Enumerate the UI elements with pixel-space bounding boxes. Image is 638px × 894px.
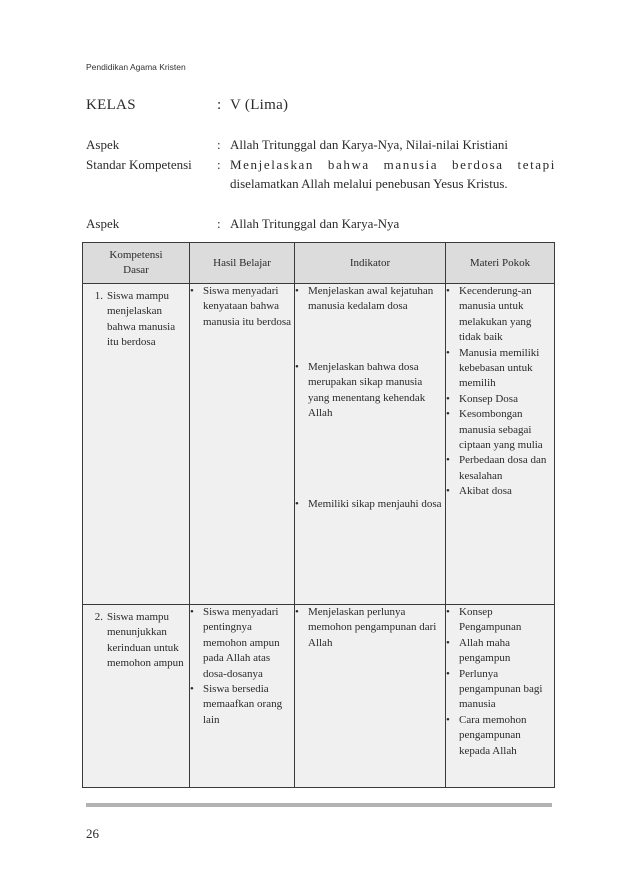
aspek-colon-1: :: [217, 137, 221, 152]
kompetensi-cell: [83, 605, 190, 788]
hasil-cell: [190, 605, 295, 788]
list-item: • Siswa bersedia memaafkan orang lain: [190, 682, 294, 728]
page-number: 26: [86, 826, 99, 841]
list-item: • Kecenderung-an manusia untuk melakukan yang tidak baik: [446, 284, 554, 346]
curriculum-table: [82, 242, 555, 788]
list-item: • Kesombongan manusia sebagai ciptaan yang mulia: [446, 407, 554, 453]
list-item: • Akibat dosa: [446, 484, 554, 499]
list-item: • Konsep Pengampunan: [446, 605, 554, 636]
standar-value: [230, 155, 556, 193]
materi-cell: [446, 605, 555, 788]
bullet-icon: •: [446, 408, 450, 421]
row-number: 1.: [94, 290, 103, 302]
bullet-icon: •: [446, 454, 450, 467]
kelas-label: KELAS: [86, 97, 136, 113]
list-item: • Perbedaan dosa dan kesalahan: [446, 453, 554, 484]
bullet-icon: •: [446, 606, 450, 618]
bullet-icon: •: [190, 683, 194, 696]
bullet-icon: •: [446, 667, 450, 680]
bullet-icon: •: [446, 636, 450, 649]
standar-value-line2: diselamatkan Allah melalui penebusan Yesus Kristus.: [230, 176, 508, 191]
kelas-value: V (Lima): [230, 97, 289, 113]
kompetensi-text: Siswa mampu menjelaskan bahwa manusia itu berdosa: [107, 290, 176, 349]
bullet-icon: •: [295, 360, 299, 373]
kompetensi-text: Siswa mampu menunjukkan kerinduan untuk memohon ampun: [107, 611, 184, 670]
list-item: • Siswa menyadari pentingnya memohon ampun pada Allah atas dosa-dosanya: [190, 605, 294, 682]
kompetensi-cell: [83, 284, 190, 605]
list-item: • Menjelaskan awal kejatuhan manusia kedalam dosa: [295, 284, 445, 315]
list-item: • Siswa menyadari kenyataan bahwa manusia itu berdosa: [190, 284, 294, 330]
bullet-icon: •: [295, 498, 299, 511]
header-hasil-belajar: Hasil Belajar: [190, 243, 295, 284]
list-item: • Perlunya pengampunan bagi manusia: [446, 667, 554, 713]
list-item: • Memiliki sikap menjauhi dosa: [295, 497, 445, 512]
header-kompetensi-dasar: Kompetensi Dasar: [83, 243, 190, 284]
materi-cell: [446, 284, 555, 605]
kelas-colon: :: [217, 97, 222, 113]
aspek-value-2: Allah Tritunggal dan Karya-Nya: [230, 216, 400, 231]
bullet-icon: •: [295, 285, 299, 297]
row-number: 2.: [94, 611, 103, 623]
list-item: • Manusia memiliki kebebasan untuk memilih: [446, 346, 554, 392]
table-row: [83, 605, 555, 788]
indikator-cell: [295, 284, 446, 605]
aspek-row-1: [86, 135, 556, 154]
bullet-icon: •: [446, 485, 450, 498]
standar-value-line1: Menjelaskan bahwa manusia berdosa tetapi: [230, 157, 556, 172]
running-header: Pendidikan Agama Kristen: [86, 62, 186, 72]
standar-row: [86, 155, 556, 193]
aspek-label-1: Aspek: [86, 137, 120, 152]
table-row: [83, 284, 555, 605]
list-item: • Menjelaskan bahwa dosa merupakan sikap manusia yang menentang kehendak Allah: [295, 360, 445, 422]
bullet-icon: •: [446, 285, 450, 297]
indikator-cell: [295, 605, 446, 788]
bullet-icon: •: [295, 606, 299, 618]
standar-colon: :: [217, 157, 221, 172]
footer-rule: [86, 803, 552, 807]
list-item: • Konsep Dosa: [446, 392, 554, 407]
bullet-icon: •: [190, 606, 194, 618]
header-materi-pokok: Materi Pokok: [446, 243, 555, 284]
kelas-row: [86, 96, 556, 115]
aspek-row-2: [86, 214, 556, 233]
list-item: • Menjelaskan perlunya memohon pengampunan dari Allah: [295, 605, 445, 651]
header-indikator: Indikator: [295, 243, 446, 284]
aspek-value-1: Allah Tritunggal dan Karya-Nya, Nilai-nilai Kristiani: [230, 137, 509, 152]
list-item: • Cara memohon pengampunan kepada Allah: [446, 713, 554, 759]
bullet-icon: •: [446, 392, 450, 405]
standar-label: Standar Kompetensi: [86, 157, 192, 172]
aspek-colon-2: :: [217, 216, 221, 231]
aspek-label-2: Aspek: [86, 216, 120, 231]
bullet-icon: •: [190, 285, 194, 297]
bullet-icon: •: [446, 346, 450, 359]
bullet-icon: •: [446, 713, 450, 726]
hasil-cell: [190, 284, 295, 605]
list-item: • Allah maha pengampun: [446, 636, 554, 667]
table-header-row: [83, 243, 555, 284]
